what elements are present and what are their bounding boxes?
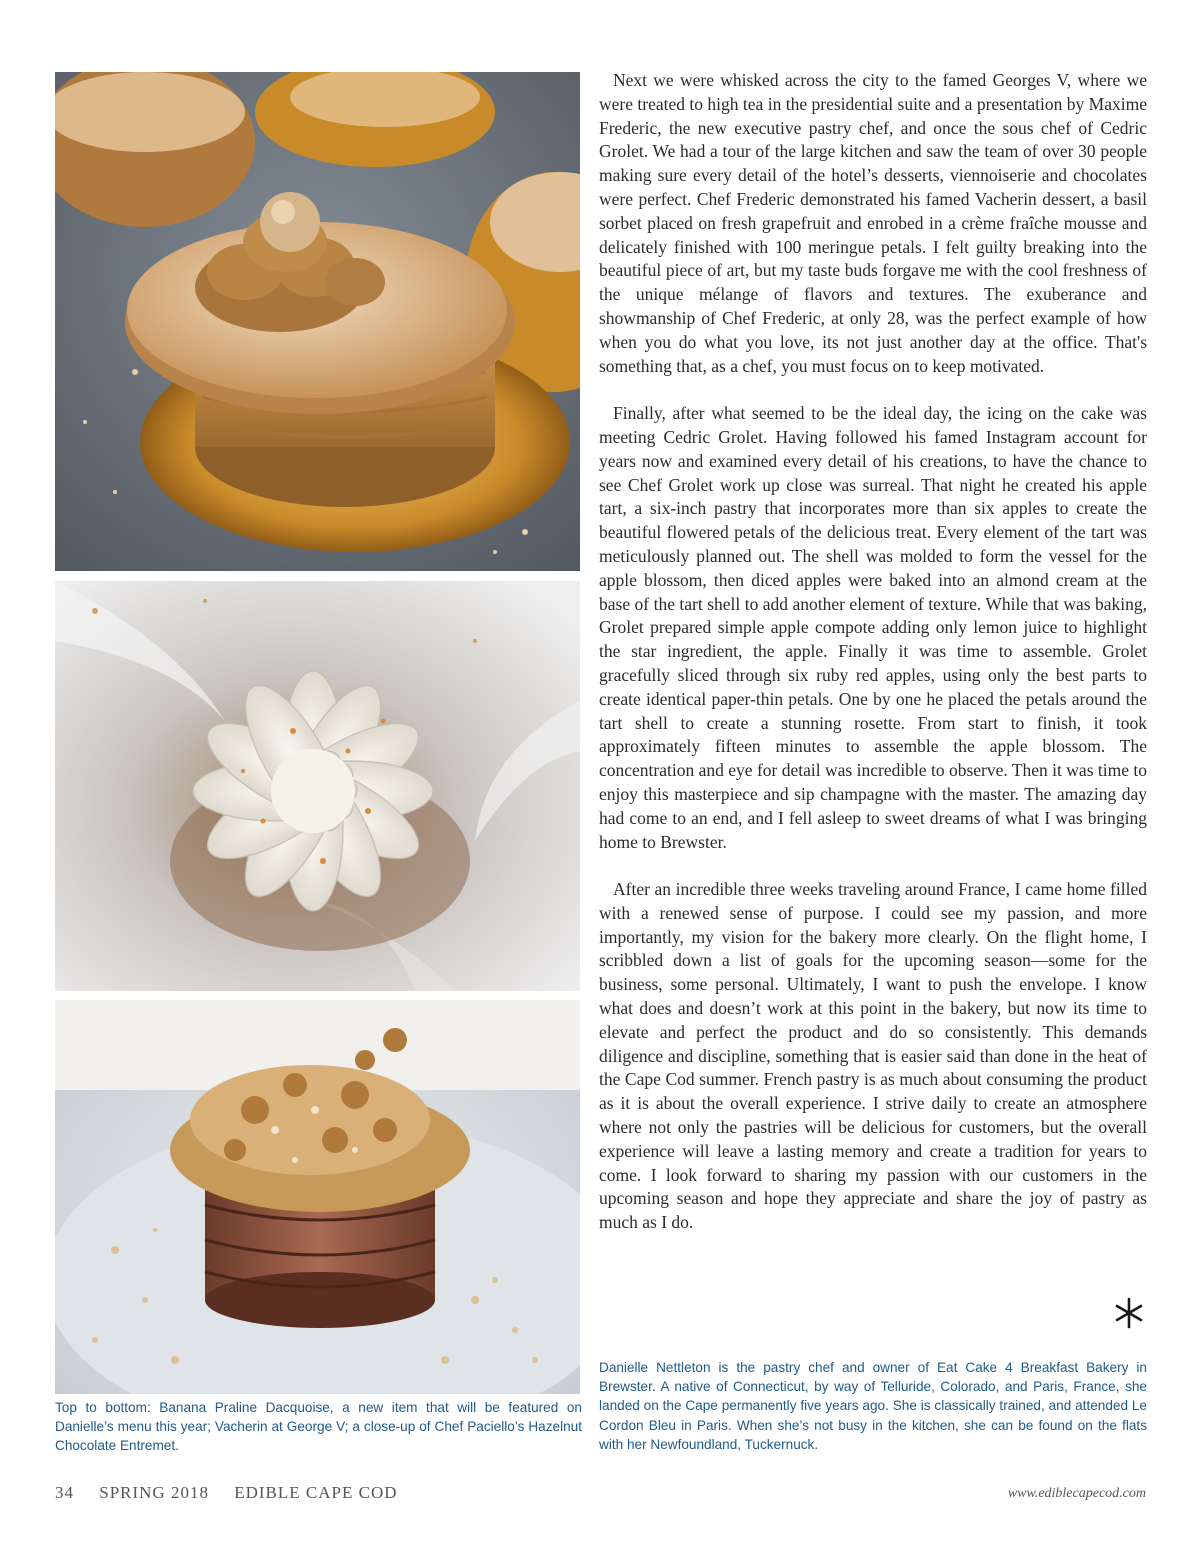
photo-vacherin: [55, 581, 580, 991]
photo-banana-praline-dacquoise: [55, 72, 580, 571]
vacherin-illustration: [55, 581, 580, 991]
issue-label: SPRING 2018: [99, 1483, 209, 1502]
entremet-illustration: [55, 1000, 580, 1394]
page-footer: [55, 1483, 418, 1503]
article-paragraph: Next we were whisked across the city to the famed Georges V, where we were treated to high tea in the presidential suite and a presentation by Maxime Frederic, the new executive pastry chef, and once the sous chef of Cedric Grolet. We had a tour of the large kitchen and saw the team of over 30 people making sure every detail of the hotel’s desserts, viennoiserie and chocolates were perfect. Chef Frederic demonstrated his famed Vacherin dessert, a basil sorbet placed on fresh grapefruit and enrobed in a crème fraîche mousse and delicately finished with 100 meringue petals. I felt guilty breaking into the beautiful piece of art, but my taste buds forgave me with the cool freshness of the unique mélange of flavors and textures. The exuberance and showmanship of Chef Frederic, at only 28, was the perfect example of how when you do what you love, its not just another day at the office. That's something that, as a chef, you must focus on to keep motivated.: [599, 70, 1147, 376]
website-link[interactable]: www.ediblecapecod.com: [1007, 1486, 1146, 1501]
photo-caption: Top to bottom: Banana Praline Dacquoise, a new item that will be featured on Danielle’s menu this year; Vacherin at George V; a close-up of Chef Paciello’s Hazelnut Chocolate Entremet.: [55, 1400, 582, 1453]
article-paragraph: Finally, after what seemed to be the ideal day, the icing on the cake was meeting Cedric Grolet. Having followed his famed Instagram account for years now and examined every detail of his creations, to have the chance to see Chef Grolet work up close was surreal. That night he created his apple tart, a six-inch pastry that incorporates more than six apples to create the beautiful flowered petals of the delicious treat. Every element of the tart was meticulously planned out. The shell was molded to form the vessel for the apple blossom, then diced apples were baked into an almond cream at the base of the tart shell to add another element of texture. While that was baking, Grolet prepared simple apple compote adding only lemon juice to highlight the star ingredient, the apple. Finally it was time to assemble. Grolet gracefully sliced through six ruby red apples, using only the best parts to create identical paper-thin petals. One by one he placed the petals around the tart shell to create a stunning rosette. From start to finish, it took approximately fifteen minutes to assemble the apple blossom. The concentration and eye for detail was incredible to observe. Then it was time to enjoy this masterpiece and sip champagne with the master. The amazing day had come to an end, and I fell asleep to sweet dreams of what I was bringing home to Brewster.: [599, 403, 1147, 852]
dacquoise-illustration: [55, 72, 580, 571]
author-bio: Danielle Nettleton is the pastry chef and owner of Eat Cake 4 Breakfast Bakery in Brewster. A native of Connecticut, by way of Telluride, Colorado, and Paris, France, she landed on the Cape permanently five years ago. She is classically trained, and attended Le Cordon Bleu in Paris. When she’s not busy in the kitchen, she can be found on the flats with her Newfoundland, Tuckernuck.: [599, 1360, 1147, 1452]
page-number: 34: [55, 1483, 74, 1502]
publication-name: EDIBLE CAPE COD: [234, 1483, 398, 1502]
article-paragraph: After an incredible three weeks traveling around France, I came home filled with a renewed sense of purpose. I could see my passion, and more importantly, my vision for the bakery more clearly. On the flight home, I scribbled down a list of goals for the upcoming season—some for the business, some personal. Ultimately, I want to push the envelope. I know what does and doesn’t work at this point in the bakery, but now its time to elevate and perfect the product and do so consistently. This demands diligence and discipline, something that is easier said than done in the heat of the Cape Cod summer. French pastry is as much about consuming the product as it is about the overall experience. I strive daily to create an atmosphere where not only the pastries will be delicious for customers, but the overall experience will leave a lasting memory and create a tradition for years to come. I look forward to sharing my passion with our customers in the upcoming season and hope they appreciate and share the joy of pastry as much as I do.: [599, 879, 1147, 1233]
asterisk-icon: [1112, 1296, 1146, 1330]
article-body: [599, 69, 1147, 1259]
photo-hazelnut-entremet: [55, 1000, 580, 1394]
